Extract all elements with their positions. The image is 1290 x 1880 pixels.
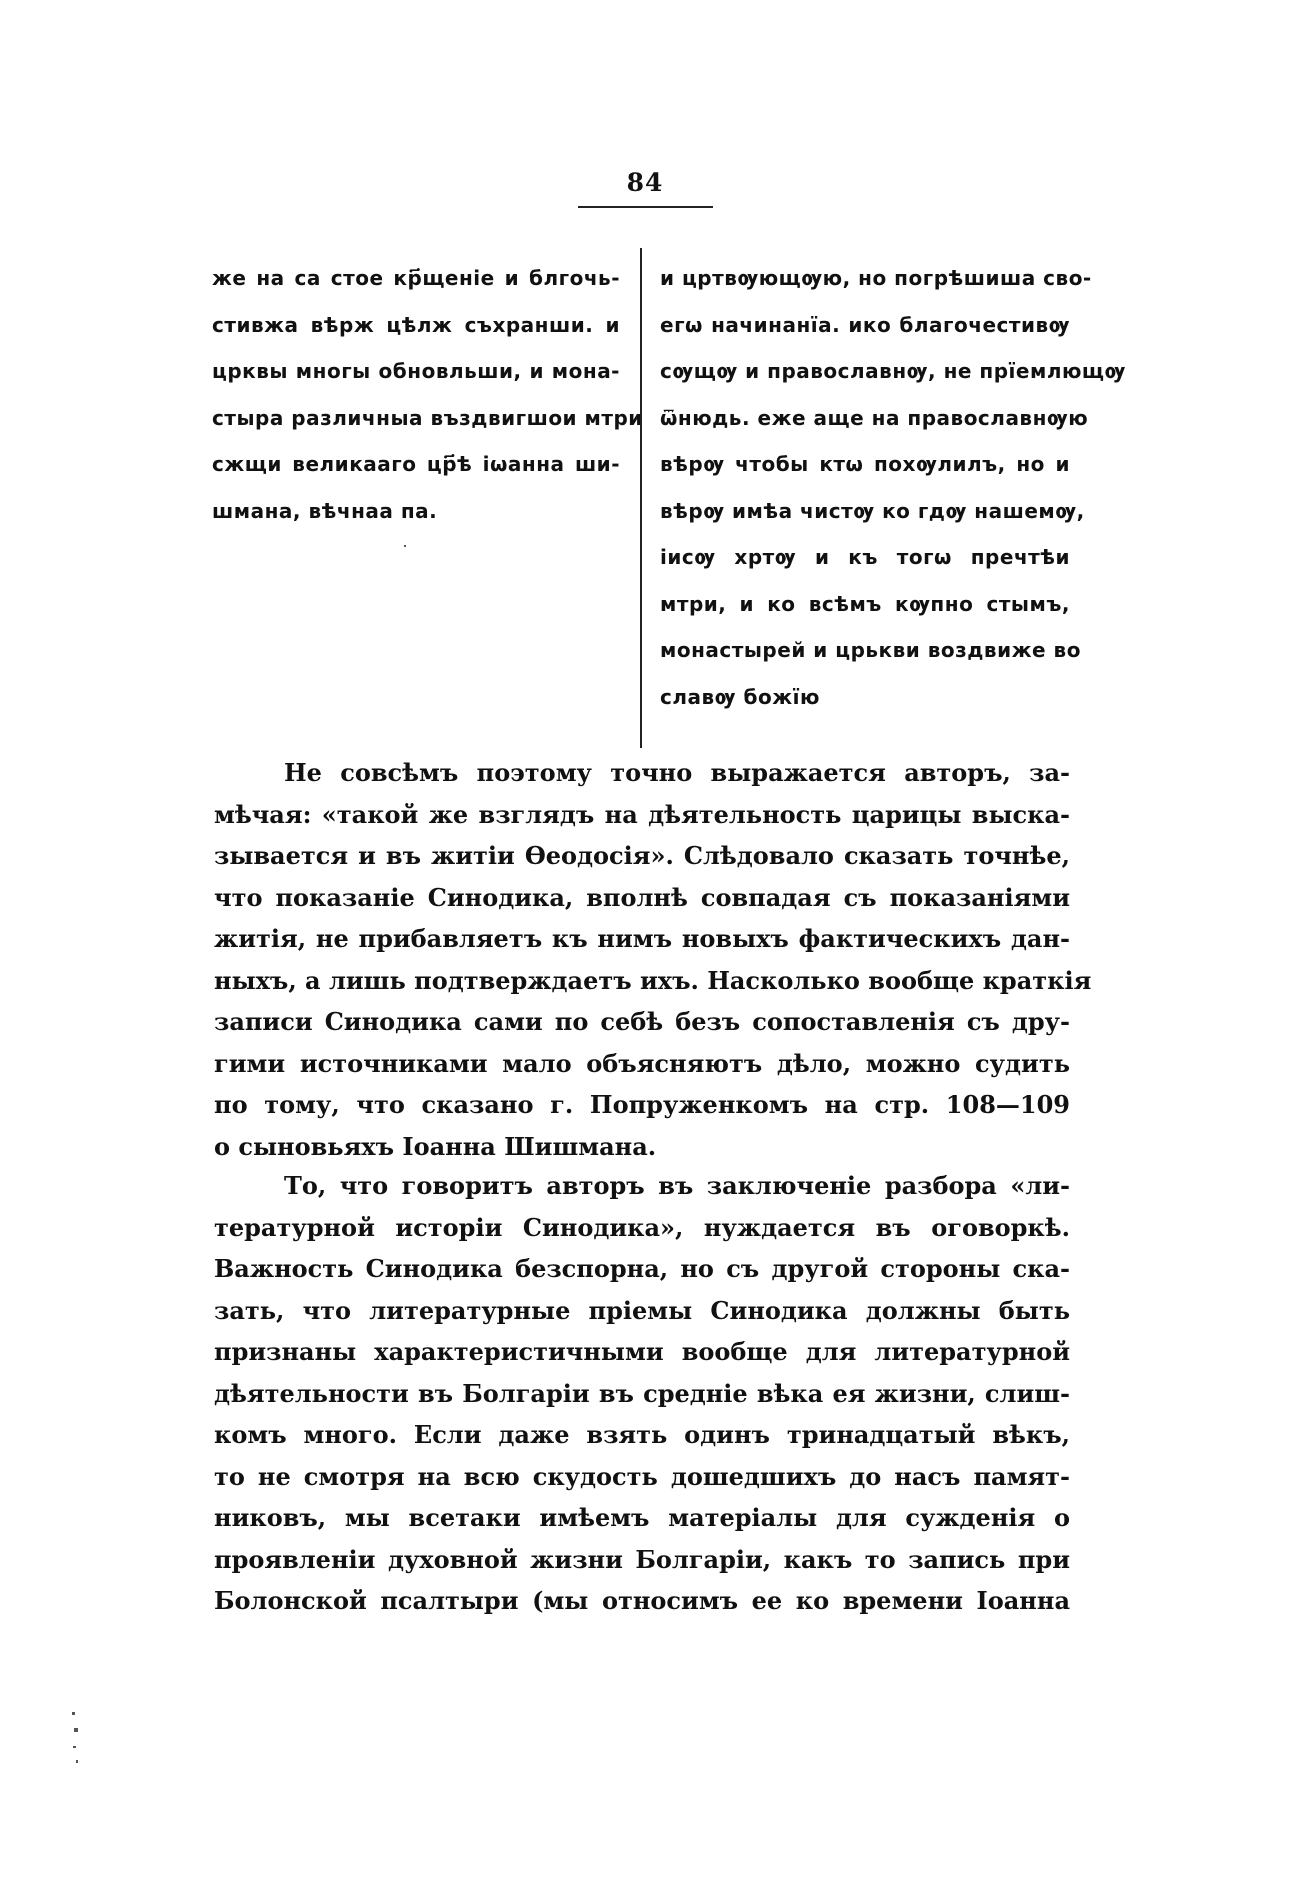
slavonic-line: црквы многы обновльши, и мона- [212, 359, 620, 383]
paragraph-line: дѣятельности въ Болгаріи въ средніе вѣка ея жизни, слиш- [214, 1378, 1070, 1408]
slavonic-line: сѹщѹ и православнѹ, не прїемлющѹ [660, 359, 1126, 383]
paragraph-line: по тому, что сказано г. Попруженкомъ на стр. 108—109 [214, 1090, 1070, 1119]
slavonic-line: сжщи великааго цр҃ѣ іѡанна ши- [212, 452, 620, 476]
slavonic-line: іисѹ хртѹ и къ тогѡ пречтѣи [660, 545, 1070, 569]
slavonic-right-column [660, 255, 1126, 720]
slavonic-line: ѿнюдь. еже аще на православнѹю [660, 405, 1089, 430]
body-paragraph-1 [214, 752, 1092, 1167]
slavonic-line: стыра различныа въздвигшои мтри [212, 405, 643, 430]
body-paragraph-2 [214, 1165, 1070, 1622]
slavonic-line: вѣрѹ имѣа чистѹ ко гдѹ нашемѹ, [660, 498, 1085, 523]
slavonic-left-column [212, 255, 643, 534]
paragraph-line: То, что говоритъ авторъ въ заключеніе разбора «ли- [284, 1171, 1070, 1200]
paragraph-line: никовъ, мы всетаки имѣемъ матеріалы для сужденія о [214, 1503, 1070, 1532]
paragraph-line: проявленіи духовной жизни Болгаріи, какъ то запись при [214, 1544, 1070, 1574]
slavonic-line: шмана, вѣчнаа па. [212, 498, 438, 523]
slavonic-line: мтри, и ко всѣмъ кѹпно стымъ, [660, 591, 1070, 616]
scan-speck [74, 1728, 78, 1732]
slavonic-line: стивжа вѣрж цѣлж съхранши. и [212, 312, 620, 337]
paragraph-line: признаны характеристичными вообще для литературной [214, 1337, 1070, 1366]
page-number: 84 [626, 168, 664, 197]
scan-speck [72, 1712, 75, 1715]
paragraph-line: Важность Синодика безспорна, но съ другой стороны ска- [214, 1254, 1070, 1283]
paragraph-line: Не совсѣмъ поэтому точно выражается авторъ, за- [284, 758, 1070, 787]
column-divider [640, 248, 642, 748]
paragraph-line: то не смотря на всю скудость дошедшихъ до насъ памят- [214, 1461, 1070, 1491]
paragraph-line: тературной исторіи Синодика», нуждается въ оговоркѣ. [214, 1212, 1070, 1242]
slavonic-line: славѹ божїю [660, 684, 820, 709]
paragraph-line: что показаніе Синодика, вполнѣ совпадая съ показаніями [214, 882, 1070, 912]
paragraph-line: житія, не прибавляетъ къ нимъ новыхъ фактическихъ дан- [214, 924, 1070, 953]
scan-speck [73, 1746, 76, 1748]
paragraph-line: зывается и въ житіи Ѳеодосія». Слѣдовало сказать точнѣе, [214, 841, 1070, 870]
scan-speck [76, 1760, 78, 1763]
scan-speck [404, 545, 406, 547]
page-number-rule [578, 206, 713, 208]
paragraph-line: мѣчая: «такой же взглядъ на дѣятельность царицы выска- [214, 799, 1070, 829]
slavonic-line: вѣрѹ чтобы ктѡ похѹлилъ, но и [660, 452, 1070, 476]
slavonic-line: и цртвѹющѹю, но погрѣшиша сво- [660, 266, 1092, 290]
paragraph-line: о сыновьяхъ Іоанна Шишмана. [214, 1131, 657, 1161]
paragraph-line: записи Синодика сами по себѣ безъ сопоставленія съ дру- [214, 1007, 1070, 1036]
slavonic-line: монастырей и црькви воздвиже во [660, 638, 1081, 662]
paragraph-line: гими источниками мало объясняютъ дѣло, можно судить [214, 1048, 1070, 1078]
paragraph-line: Болонской псалтыри (мы относимъ ее ко времени Іоанна [214, 1586, 1070, 1615]
slavonic-line: егѡ начинанїа. ико благочестивѹ [660, 312, 1070, 337]
paragraph-line: комъ много. Если даже взять одинъ тринадцатый вѣкъ, [214, 1420, 1070, 1449]
slavonic-line: же на са стое кр҃щеніе и блгочь- [212, 266, 620, 290]
paragraph-line: зать, что литературные пріемы Синодика должны быть [214, 1295, 1070, 1325]
paragraph-line: ныхъ, а лишь подтверждаетъ ихъ. Насколько вообще краткія [214, 965, 1092, 995]
